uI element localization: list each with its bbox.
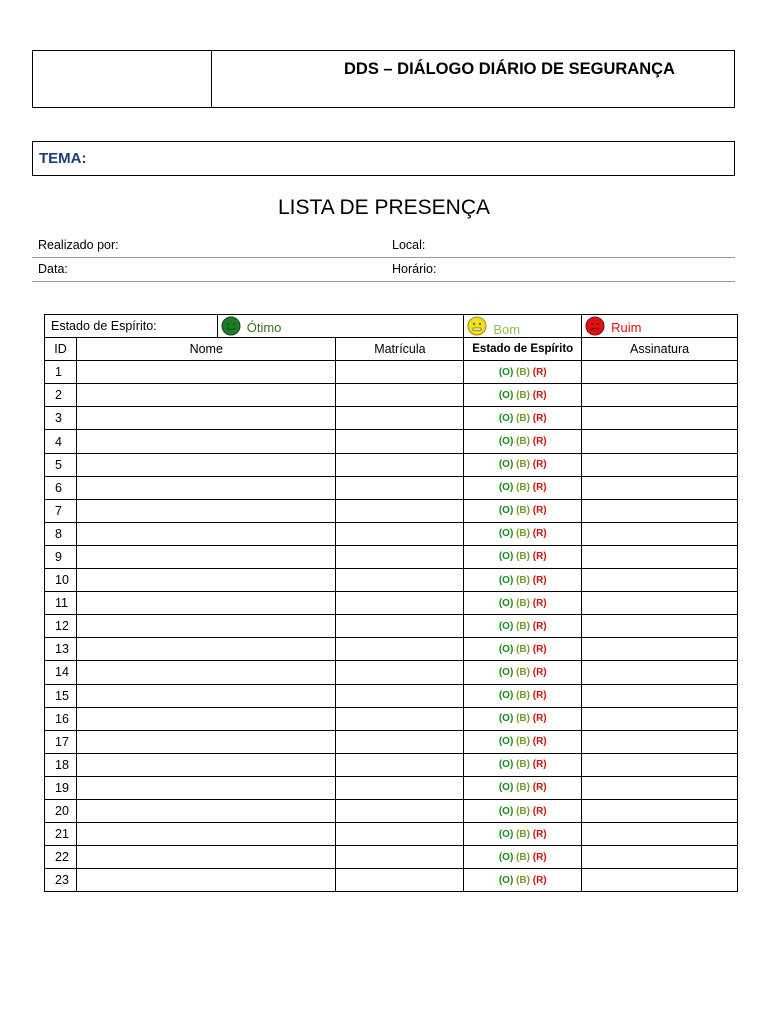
option-otimo[interactable]: (O) — [498, 828, 514, 840]
row-id: 12 — [45, 615, 77, 638]
row-id: 4 — [45, 430, 77, 453]
sad-face-icon — [585, 316, 605, 336]
assinatura-cell[interactable] — [582, 499, 738, 522]
option-bom[interactable]: (B) — [516, 782, 530, 794]
nome-cell[interactable] — [76, 638, 336, 661]
table-row — [45, 799, 738, 822]
tema-label: TEMA: — [39, 150, 87, 167]
row-id: 9 — [45, 545, 77, 568]
option-bom[interactable]: (B) — [516, 436, 530, 448]
assinatura-cell[interactable] — [582, 476, 738, 499]
table-row — [45, 661, 738, 684]
option-bom[interactable]: (B) — [516, 666, 530, 678]
legend-bom — [464, 315, 582, 338]
estado-cell[interactable] — [464, 707, 582, 730]
nome-cell[interactable] — [76, 453, 336, 476]
estado-cell[interactable] — [464, 753, 582, 776]
table-row — [45, 684, 738, 707]
table-row — [45, 522, 738, 545]
row-id: 7 — [45, 499, 77, 522]
option-bom[interactable]: (B) — [516, 736, 530, 748]
tema-field[interactable] — [32, 141, 735, 176]
nome-cell[interactable] — [76, 846, 336, 869]
assinatura-cell[interactable] — [582, 430, 738, 453]
estado-cell[interactable] — [464, 430, 582, 453]
option-ruim[interactable]: (R) — [532, 851, 547, 863]
matricula-cell[interactable] — [336, 476, 464, 499]
table-row — [45, 846, 738, 869]
option-bom[interactable]: (B) — [516, 412, 530, 424]
option-otimo[interactable]: (O) — [498, 805, 514, 817]
column-header-estado: Estado de Espírito — [464, 338, 582, 361]
assinatura-cell[interactable] — [582, 823, 738, 846]
option-ruim[interactable]: (R) — [532, 736, 547, 748]
nome-cell[interactable] — [76, 776, 336, 799]
nome-cell[interactable] — [76, 615, 336, 638]
matricula-cell[interactable] — [336, 776, 464, 799]
row-id: 11 — [45, 592, 77, 615]
option-otimo[interactable]: (O) — [498, 597, 514, 609]
nome-cell[interactable] — [76, 476, 336, 499]
option-otimo[interactable]: (O) — [498, 759, 514, 771]
matricula-cell[interactable] — [336, 384, 464, 407]
row-id: 2 — [45, 384, 77, 407]
assinatura-cell[interactable] — [582, 522, 738, 545]
row-id: 20 — [45, 799, 77, 822]
estado-cell[interactable] — [464, 869, 582, 892]
option-ruim[interactable]: (R) — [532, 482, 547, 494]
column-header-id: ID — [45, 338, 77, 361]
option-ruim[interactable]: (R) — [532, 597, 547, 609]
table-row — [45, 823, 738, 846]
option-bom[interactable]: (B) — [516, 713, 530, 725]
assinatura-cell[interactable] — [582, 407, 738, 430]
matricula-cell[interactable] — [336, 846, 464, 869]
nome-cell[interactable] — [76, 384, 336, 407]
table-row — [45, 361, 738, 384]
option-bom[interactable]: (B) — [516, 528, 530, 540]
matricula-cell[interactable] — [336, 730, 464, 753]
option-bom[interactable]: (B) — [516, 482, 530, 494]
legend-bom-label: Bom — [493, 321, 521, 337]
legend-otimo-label: Ótimo — [246, 320, 282, 336]
info-row-realizado — [32, 236, 735, 258]
matricula-cell[interactable] — [336, 430, 464, 453]
option-ruim[interactable]: (R) — [532, 782, 547, 794]
option-otimo[interactable]: (O) — [498, 505, 514, 517]
table-row — [45, 707, 738, 730]
assinatura-cell[interactable] — [582, 592, 738, 615]
nome-cell[interactable] — [76, 661, 336, 684]
option-bom[interactable]: (B) — [516, 389, 530, 401]
option-bom[interactable]: (B) — [516, 620, 530, 632]
table-row — [45, 753, 738, 776]
estado-cell[interactable] — [464, 823, 582, 846]
option-otimo[interactable]: (O) — [498, 551, 514, 563]
matricula-cell[interactable] — [336, 407, 464, 430]
matricula-cell[interactable] — [336, 684, 464, 707]
info-row-data — [32, 260, 735, 282]
option-bom[interactable]: (B) — [516, 643, 530, 655]
assinatura-cell[interactable] — [582, 545, 738, 568]
option-ruim[interactable]: (R) — [532, 643, 547, 655]
matricula-cell[interactable] — [336, 615, 464, 638]
table-row — [45, 730, 738, 753]
estado-cell[interactable] — [464, 846, 582, 869]
option-ruim[interactable]: (R) — [532, 412, 547, 424]
nome-cell[interactable] — [76, 361, 336, 384]
matricula-cell[interactable] — [336, 453, 464, 476]
option-otimo[interactable]: (O) — [498, 690, 514, 702]
row-id: 16 — [45, 707, 77, 730]
row-id: 19 — [45, 776, 77, 799]
option-bom[interactable]: (B) — [516, 805, 530, 817]
realizado-por-label: Realizado por: — [38, 238, 119, 252]
matricula-cell[interactable] — [336, 869, 464, 892]
row-id: 1 — [45, 361, 77, 384]
assinatura-cell[interactable] — [582, 615, 738, 638]
nome-cell[interactable] — [76, 499, 336, 522]
document-title: DDS – DIÁLOGO DIÁRIO DE SEGURANÇA — [344, 60, 675, 78]
nome-cell[interactable] — [76, 799, 336, 822]
option-otimo[interactable]: (O) — [498, 574, 514, 586]
option-ruim[interactable]: (R) — [532, 874, 547, 886]
option-bom[interactable]: (B) — [516, 759, 530, 771]
table-row — [45, 545, 738, 568]
column-header-nome: Nome — [76, 338, 336, 361]
option-otimo[interactable]: (O) — [498, 874, 514, 886]
legend-otimo — [217, 315, 464, 338]
nome-cell[interactable] — [76, 522, 336, 545]
option-otimo[interactable]: (O) — [498, 782, 514, 794]
estado-cell[interactable] — [464, 638, 582, 661]
estado-cell[interactable] — [464, 545, 582, 568]
row-id: 17 — [45, 730, 77, 753]
estado-cell[interactable] — [464, 569, 582, 592]
option-bom[interactable]: (B) — [516, 551, 530, 563]
logo-placeholder — [33, 51, 212, 107]
option-ruim[interactable]: (R) — [532, 713, 547, 725]
nome-cell[interactable] — [76, 592, 336, 615]
option-otimo[interactable]: (O) — [498, 528, 514, 540]
nome-cell[interactable] — [76, 753, 336, 776]
estado-cell[interactable] — [464, 799, 582, 822]
option-ruim[interactable]: (R) — [532, 551, 547, 563]
row-id: 15 — [45, 684, 77, 707]
estado-cell[interactable] — [464, 615, 582, 638]
legend-ruim — [582, 315, 738, 338]
table-row — [45, 499, 738, 522]
option-ruim[interactable]: (R) — [532, 690, 547, 702]
table-row — [45, 430, 738, 453]
assinatura-cell[interactable] — [582, 799, 738, 822]
assinatura-cell[interactable] — [582, 638, 738, 661]
nome-cell[interactable] — [76, 869, 336, 892]
option-ruim[interactable]: (R) — [532, 759, 547, 771]
attendance-table — [44, 314, 738, 892]
nome-cell[interactable] — [76, 545, 336, 568]
legend-row — [45, 315, 738, 338]
row-id: 8 — [45, 522, 77, 545]
option-ruim[interactable]: (R) — [532, 505, 547, 517]
table-row — [45, 776, 738, 799]
matricula-cell[interactable] — [336, 592, 464, 615]
option-otimo[interactable]: (O) — [498, 459, 514, 471]
option-ruim[interactable]: (R) — [532, 620, 547, 632]
option-otimo[interactable]: (O) — [498, 482, 514, 494]
row-id: 22 — [45, 846, 77, 869]
assinatura-cell[interactable] — [582, 361, 738, 384]
table-row — [45, 615, 738, 638]
assinatura-cell[interactable] — [582, 776, 738, 799]
neutral-face-icon — [467, 316, 487, 336]
matricula-cell[interactable] — [336, 545, 464, 568]
horario-label: Horário: — [392, 262, 437, 276]
matricula-cell[interactable] — [336, 707, 464, 730]
matricula-cell[interactable] — [336, 569, 464, 592]
estado-cell[interactable] — [464, 499, 582, 522]
table-row — [45, 407, 738, 430]
assinatura-cell[interactable] — [582, 684, 738, 707]
nome-cell[interactable] — [76, 430, 336, 453]
nome-cell[interactable] — [76, 707, 336, 730]
option-ruim[interactable]: (R) — [532, 436, 547, 448]
matricula-cell[interactable] — [336, 522, 464, 545]
table-row — [45, 453, 738, 476]
nome-cell[interactable] — [76, 823, 336, 846]
assinatura-cell[interactable] — [582, 730, 738, 753]
assinatura-cell[interactable] — [582, 661, 738, 684]
option-otimo[interactable]: (O) — [498, 389, 514, 401]
assinatura-cell[interactable] — [582, 384, 738, 407]
row-id: 10 — [45, 569, 77, 592]
estado-cell[interactable] — [464, 361, 582, 384]
local-label: Local: — [392, 238, 426, 252]
option-bom[interactable]: (B) — [516, 851, 530, 863]
row-id: 21 — [45, 823, 77, 846]
option-bom[interactable]: (B) — [516, 574, 530, 586]
row-id: 14 — [45, 661, 77, 684]
attendance-rows — [45, 361, 738, 892]
option-otimo[interactable]: (O) — [498, 666, 514, 678]
header-box — [32, 50, 735, 108]
row-id: 23 — [45, 869, 77, 892]
nome-cell[interactable] — [76, 730, 336, 753]
estado-cell[interactable] — [464, 661, 582, 684]
table-row — [45, 592, 738, 615]
estado-cell[interactable] — [464, 522, 582, 545]
assinatura-cell[interactable] — [582, 569, 738, 592]
legend-ruim-label: Ruim — [611, 320, 642, 336]
option-otimo[interactable]: (O) — [498, 620, 514, 632]
option-otimo[interactable]: (O) — [498, 736, 514, 748]
option-otimo[interactable]: (O) — [498, 713, 514, 725]
matricula-cell[interactable] — [336, 823, 464, 846]
option-otimo[interactable]: (O) — [498, 366, 514, 378]
option-bom[interactable]: (B) — [516, 690, 530, 702]
option-otimo[interactable]: (O) — [498, 643, 514, 655]
option-ruim[interactable]: (R) — [532, 528, 547, 540]
option-ruim[interactable]: (R) — [532, 574, 547, 586]
assinatura-cell[interactable] — [582, 707, 738, 730]
estado-legend-label: Estado de Espírito: — [45, 315, 218, 338]
option-bom[interactable]: (B) — [516, 505, 530, 517]
matricula-cell[interactable] — [336, 638, 464, 661]
row-id: 6 — [45, 476, 77, 499]
option-bom[interactable]: (B) — [516, 366, 530, 378]
row-id: 5 — [45, 453, 77, 476]
happy-face-icon — [221, 316, 241, 336]
option-bom[interactable]: (B) — [516, 874, 530, 886]
matricula-cell[interactable] — [336, 661, 464, 684]
table-row — [45, 569, 738, 592]
table-row — [45, 638, 738, 661]
estado-cell[interactable] — [464, 407, 582, 430]
row-id: 18 — [45, 753, 77, 776]
option-ruim[interactable]: (R) — [532, 666, 547, 678]
option-ruim[interactable]: (R) — [532, 805, 547, 817]
page-title: LISTA DE PRESENÇA — [277, 196, 490, 219]
option-otimo[interactable]: (O) — [498, 412, 514, 424]
table-header-row — [45, 338, 738, 361]
estado-cell[interactable] — [464, 384, 582, 407]
option-otimo[interactable]: (O) — [498, 851, 514, 863]
matricula-cell[interactable] — [336, 753, 464, 776]
estado-cell[interactable] — [464, 453, 582, 476]
assinatura-cell[interactable] — [582, 453, 738, 476]
data-label: Data: — [38, 262, 68, 276]
table-row — [45, 384, 738, 407]
matricula-cell[interactable] — [336, 361, 464, 384]
matricula-cell[interactable] — [336, 499, 464, 522]
column-header-assinatura: Assinatura — [582, 338, 738, 361]
row-id: 3 — [45, 407, 77, 430]
assinatura-cell[interactable] — [582, 869, 738, 892]
option-bom[interactable]: (B) — [516, 828, 530, 840]
option-bom[interactable]: (B) — [516, 597, 530, 609]
nome-cell[interactable] — [76, 569, 336, 592]
option-ruim[interactable]: (R) — [532, 389, 547, 401]
row-id: 13 — [45, 638, 77, 661]
table-row — [45, 476, 738, 499]
nome-cell[interactable] — [76, 407, 336, 430]
option-otimo[interactable]: (O) — [498, 436, 514, 448]
estado-cell[interactable] — [464, 476, 582, 499]
estado-cell[interactable] — [464, 776, 582, 799]
nome-cell[interactable] — [76, 684, 336, 707]
estado-cell[interactable] — [464, 684, 582, 707]
option-bom[interactable]: (B) — [516, 459, 530, 471]
estado-cell[interactable] — [464, 592, 582, 615]
assinatura-cell[interactable] — [582, 753, 738, 776]
option-ruim[interactable]: (R) — [532, 828, 547, 840]
assinatura-cell[interactable] — [582, 846, 738, 869]
table-row — [45, 869, 738, 892]
option-ruim[interactable]: (R) — [532, 366, 547, 378]
matricula-cell[interactable] — [336, 799, 464, 822]
option-ruim[interactable]: (R) — [532, 459, 547, 471]
estado-cell[interactable] — [464, 730, 582, 753]
column-header-matricula: Matrícula — [336, 338, 464, 361]
